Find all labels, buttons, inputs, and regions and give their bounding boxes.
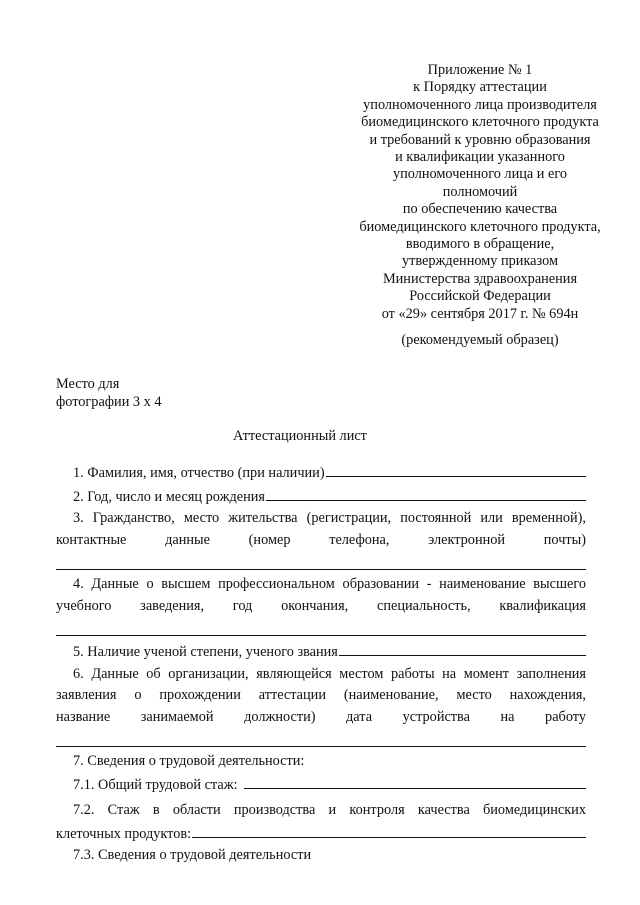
item-7-1-total-experience — [56, 773, 586, 797]
organization-field[interactable] — [56, 728, 586, 747]
item-7-3-label: 7.3. Сведения о трудовой деятельности — [73, 847, 312, 863]
item-7-heading — [56, 751, 586, 773]
item-5-degree — [56, 640, 586, 664]
header-line: биомедицинского клеточного продукта — [361, 114, 599, 131]
photo-placeholder — [56, 376, 162, 411]
header-line: по обеспечению качества — [402, 201, 558, 218]
contacts-field[interactable] — [56, 551, 586, 570]
item-7-2-line1: 7.2. Стаж в области производства и контроля качества биомедицинских — [73, 802, 586, 818]
header-line: и квалификации указанного — [395, 149, 565, 166]
sample-note: (рекомендуемый образец) — [401, 332, 559, 349]
header-line: к Порядку аттестации — [413, 79, 547, 96]
header-line: Министерства здравоохранения — [382, 270, 578, 287]
item-4-line2: учебного заведения, год окончания, специальность, квалификация — [56, 597, 586, 614]
form-body — [56, 461, 586, 867]
item-7-label: 7. Сведения о трудовой деятельности: — [73, 753, 305, 769]
item-6-line1: 6. Данные об организации, являющейся местом работы на момент заполнения — [73, 665, 586, 682]
item-4-line1: 4. Данные о высшем профессиональном образовании - наименование высшего — [73, 576, 586, 592]
item-2-label: 2. Год, число и месяц рождения — [73, 488, 265, 505]
header-line: утвержденному приказом — [401, 253, 559, 270]
header-line: от «29» сентября 2017 г. № 694н — [381, 305, 579, 322]
item-3-line1: 3. Гражданство, место жительства (регистрации, постоянной или временной), — [73, 510, 586, 526]
degree-field[interactable] — [339, 640, 586, 656]
header-line: биомедицинского клеточного продукта, — [359, 218, 601, 235]
full-name-field[interactable] — [326, 461, 586, 477]
birth-date-field[interactable] — [266, 485, 586, 501]
item-7-2-label: клеточных продуктов: — [56, 825, 192, 842]
header-line: Приложение № 1 — [427, 62, 533, 78]
item-7-2-line2 — [56, 822, 586, 846]
item-5-label: 5. Наличие ученой степени, ученого звания — [73, 644, 338, 660]
photo-label-line2: фотографии 3 х 4 — [56, 393, 162, 410]
education-field[interactable] — [56, 617, 586, 636]
item-7-3-heading — [56, 845, 586, 867]
item-6-line2: заявления о прохождении аттестации (наименование, место нахождения, — [56, 687, 586, 703]
item-2-birth-date — [56, 485, 586, 509]
header-line: Российской Федерации — [409, 288, 551, 305]
photo-label-line1: Место для — [56, 376, 120, 392]
header-line: полномочий — [442, 183, 518, 200]
item-1-full-name — [56, 461, 586, 485]
document-title: Аттестационный лист — [233, 428, 367, 444]
item-3-line2: контактные данные (номер телефона, электронной почты) — [56, 531, 586, 548]
header-line: уполномоченного лица производителя — [363, 96, 597, 113]
item-1-label: 1. Фамилия, имя, отчество (при наличии) — [73, 465, 325, 481]
appendix-header — [340, 62, 620, 350]
biomedical-experience-field[interactable] — [192, 822, 586, 838]
total-experience-field[interactable] — [244, 773, 586, 789]
header-line: и требований к уровню образования — [369, 131, 591, 148]
item-7-1-label: 7.1. Общий трудовой стаж: — [73, 776, 238, 793]
item-6-line3: название занимаемой должности) дата устройства на работу — [56, 708, 586, 725]
header-line: вводимого в обращение, — [405, 236, 555, 253]
header-line: уполномоченного лица и его — [392, 166, 568, 183]
